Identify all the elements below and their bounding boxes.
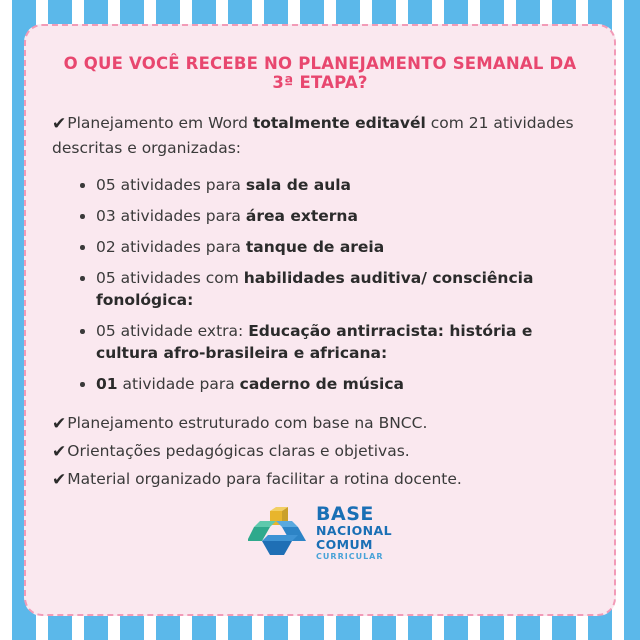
list-item: [80, 236, 588, 258]
page-title: O QUE VOCÊ RECEBE NO PLANEJAMENTO SEMANAL DA 3ª ETAPA?: [63, 54, 577, 92]
logo-line-2: NACIONAL: [316, 523, 392, 539]
closing-text: Planejamento estruturado com base na BNCC.: [67, 414, 428, 433]
item-bold: sala de aula: [245, 176, 351, 195]
lead-paragraph: [52, 110, 588, 160]
logo-line-4: CURRICULAR: [316, 552, 384, 562]
lead-text-part1: Planejamento em Word: [67, 114, 253, 132]
lead-text-part2: com 21 atividades descritas e organizadas:: [52, 114, 574, 158]
closing-text: Orientações pedagógicas claras e objetivas.: [67, 442, 410, 460]
closing-text: Material organizado para facilitar a rotina docente.: [67, 469, 462, 488]
item-bold: tanque de areia: [245, 238, 385, 257]
logo-line-1: BASE: [316, 503, 374, 526]
closing-line: [52, 467, 588, 492]
check-icon: ✔: [52, 414, 67, 435]
item-mid: atividade para: [117, 375, 240, 394]
list-item: [80, 174, 588, 196]
item-pre: 03 atividades para: [96, 207, 246, 226]
closing-line: [52, 411, 588, 436]
item-pre: 05 atividade extra:: [96, 322, 249, 341]
closing-block: [52, 411, 588, 491]
content-card: [24, 24, 616, 616]
bncc-logo: [52, 505, 588, 561]
bncc-logo-text: [316, 505, 392, 561]
item-pre: 05 atividades para: [96, 176, 246, 195]
item-bold: habilidades auditiva/ consciência fonológica:: [96, 269, 534, 310]
check-icon: ✔: [52, 469, 67, 490]
list-item: [80, 205, 588, 227]
item-pre: 05 atividades com: [96, 269, 244, 288]
item-bold: área externa: [245, 207, 358, 226]
check-icon: ✔: [52, 114, 67, 134]
item-bold: Educação antirracista: história e cultura afro-brasileira e africana:: [96, 322, 533, 363]
list-item: [80, 373, 588, 395]
activities-list: [52, 174, 588, 395]
closing-line: [52, 439, 588, 464]
bncc-logo-mark: [248, 507, 306, 559]
list-item: [80, 320, 588, 364]
item-pre: 02 atividades para: [96, 238, 246, 257]
lead-text-bold: totalmente editavél: [252, 114, 426, 132]
logo-line-3: COMUM: [316, 536, 373, 552]
item-bold: caderno de música: [239, 375, 404, 394]
check-icon: ✔: [52, 442, 67, 462]
list-item: [80, 267, 588, 311]
item-bold-leading: 01: [96, 375, 118, 394]
